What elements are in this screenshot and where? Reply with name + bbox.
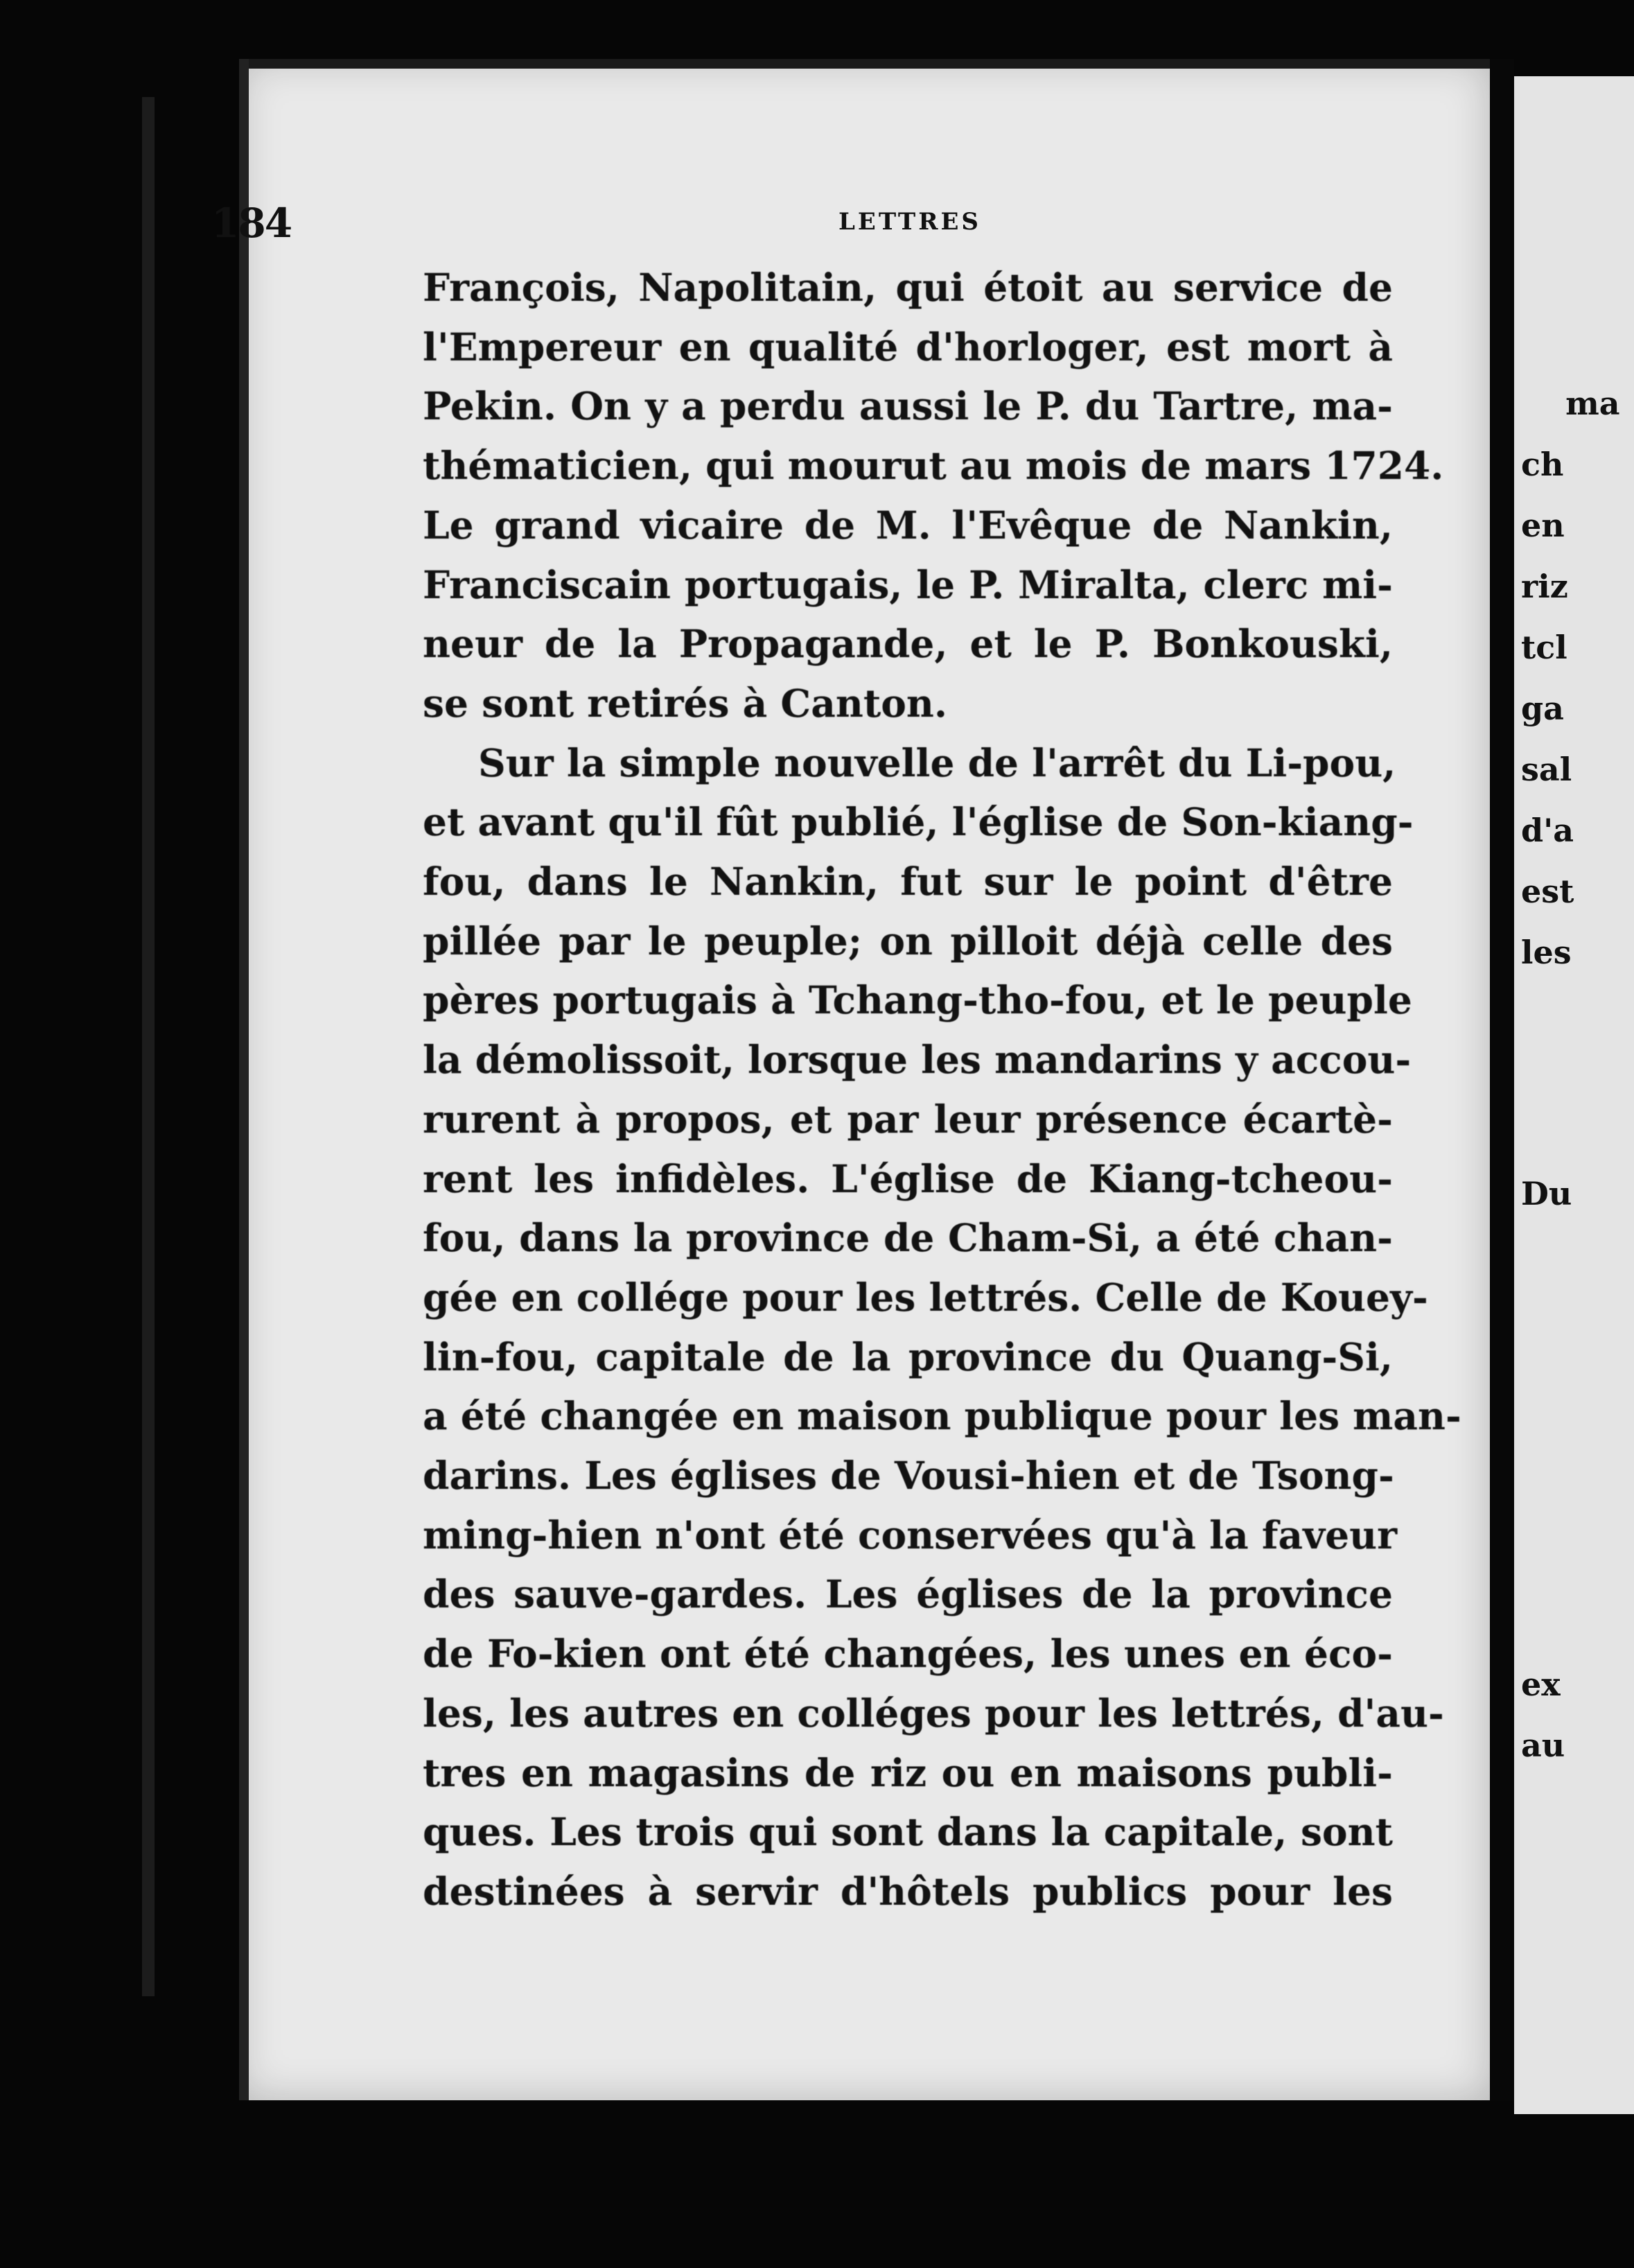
text-line: ming-hien n'ont été conservées qu'à la faveur xyxy=(423,1512,1398,1558)
text-line: destinées à servir d'hôtels publics pour les xyxy=(423,1868,1393,1914)
text-line: a été changée en maison publique pour les man- xyxy=(423,1393,1461,1439)
text-line: ques. Les trois qui sont dans la capitale, sont xyxy=(423,1809,1393,1855)
text-line: Sur la simple nouvelle de l'arrêt du Li-pou, xyxy=(478,740,1396,785)
facing-fragment: les xyxy=(1521,934,1572,971)
running-head xyxy=(211,200,1389,248)
facing-fragment: d'a xyxy=(1521,812,1574,849)
page-top-edge xyxy=(239,59,1490,69)
page-number: 184 xyxy=(211,200,292,247)
text-line: gée en collége pour les lettrés. Celle de Kouey- xyxy=(423,1274,1428,1320)
text-line: tres en magasins de riz ou en maisons publi- xyxy=(423,1750,1393,1795)
text-line: pillée par le peuple; on pilloit déjà celle des xyxy=(423,918,1393,963)
facing-fragment: tcl xyxy=(1521,629,1567,666)
page-body xyxy=(423,258,1461,1921)
facing-fragment: riz xyxy=(1521,568,1568,605)
text-line: darins. Les églises de Vousi-hien et de Tsong- xyxy=(423,1453,1394,1499)
text-line: des sauve-gardes. Les églises de la province xyxy=(423,1571,1393,1617)
text-line: se sont retirés à Canton. xyxy=(423,680,948,726)
paragraph-1 xyxy=(423,258,1444,733)
text-line: Pekin. On y a perdu aussi le P. du Tartre, ma- xyxy=(423,383,1393,429)
text-line: François, Napolitain, qui étoit au service de xyxy=(423,265,1393,310)
text-line: pères portugais à Tchang-tho-fou, et le peuple xyxy=(423,977,1412,1023)
facing-fragment: en xyxy=(1521,507,1565,544)
text-line: Franciscain portugais, le P. Miralta, clerc mi- xyxy=(423,561,1393,607)
text-line: rurent à propos, et par leur présence écartè- xyxy=(423,1096,1393,1142)
book-gutter xyxy=(1490,59,1514,2100)
facing-fragment: ex xyxy=(1521,1666,1561,1703)
text-line: l'Empereur en qualité d'horloger, est mort à xyxy=(423,324,1393,369)
facing-fragment: sal xyxy=(1521,751,1572,788)
facing-fragment: ch xyxy=(1521,446,1564,483)
text-line: de Fo-kien ont été changées, les unes en éco- xyxy=(423,1631,1393,1677)
text-line: Le grand vicaire de M. l'Evêque de Nankin, xyxy=(423,502,1393,548)
text-line: lin-fou, capitale de la province du Quang-Si, xyxy=(423,1334,1393,1379)
text-line: thématicien, qui mourut au mois de mars 1724. xyxy=(423,443,1444,489)
text-line: rent les infidèles. L'église de Kiang-tcheou- xyxy=(423,1155,1393,1201)
facing-heading: Du xyxy=(1521,1175,1572,1212)
facing-page xyxy=(1514,76,1634,2114)
facing-fragment: ga xyxy=(1521,690,1564,727)
running-title: LETTRES xyxy=(838,208,981,236)
text-line: et avant qu'il fût publié, l'église de Son-kiang- xyxy=(423,799,1414,845)
page-left-edge xyxy=(239,59,249,2100)
text-line: fou, dans la province de Cham-Si, a été chan- xyxy=(423,1215,1393,1261)
text-line: fou, dans le Nankin, fut sur le point d'être xyxy=(423,859,1393,905)
facing-fragment: au xyxy=(1521,1727,1565,1764)
facing-fragment: est xyxy=(1521,873,1574,910)
facing-fragment: ma xyxy=(1565,385,1620,422)
text-line: les, les autres en colléges pour les lettrés, d'au- xyxy=(423,1690,1444,1736)
text-line: neur de la Propagande, et le P. Bonkouski, xyxy=(423,621,1393,667)
facing-page-text xyxy=(1521,312,1620,1837)
paragraph-2 xyxy=(423,733,1461,1921)
text-line: la démolissoit, lorsque les mandarins y accou- xyxy=(423,1037,1412,1083)
book-edge xyxy=(142,97,155,1996)
